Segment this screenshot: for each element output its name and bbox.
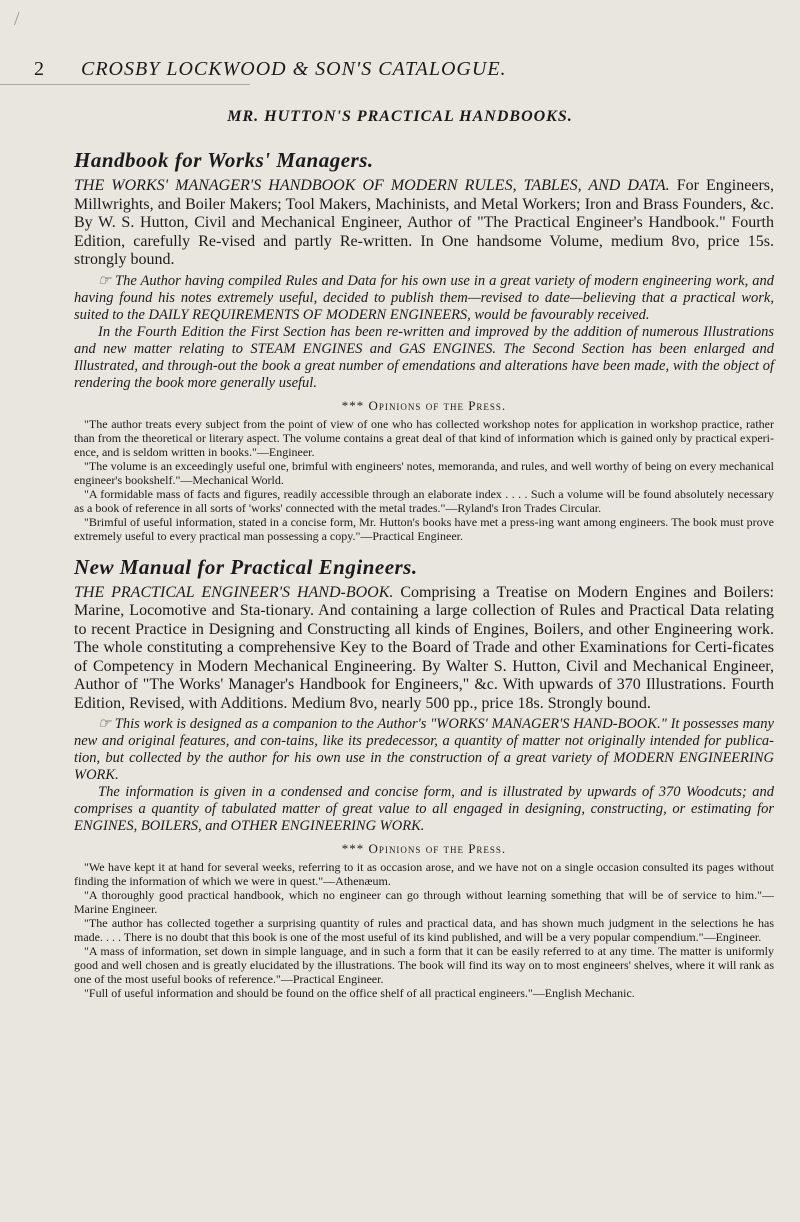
press-quote: "A formidable mass of facts and figures, readily accessible through an elaborate index . . . . Such a volume will be found absolutely necessary as a book of reference in all sorts of 'works' connected with the metal trades."—Ryland's Iron Trades Circular. <box>74 486 774 515</box>
pencil-mark: / <box>14 8 20 30</box>
note-paragraph: In the Fourth Edition the First Section has been re-written and improved by the addition of numerous Illustrations and new matter relating to STEAM ENGINES and GAS ENGINES. The Second Section has been enlarged and Illustrated, and through-out the book a great number of emendations and alterations have been made, with the object of rendering the book more generally useful. <box>74 323 774 391</box>
section-works-managers <box>74 148 774 543</box>
section-practical-engineers <box>74 555 774 1001</box>
press-quote: "The author treats every subject from the point of view of one who has collected workshop notes for application in workshop practice, rather than from the theoretical or literary aspect. The volume contains a great deal of that kind of information which is gained only by practical experi-ence, and is seldom written in books."—Engineer. <box>74 416 774 459</box>
header-rule <box>0 84 250 85</box>
page-number: 2 <box>34 58 45 80</box>
press-quote: "A mass of information, set down in simple language, and in such a form that it can be easily referred to at any time. The matter is uniformly good and well chosen and is greatly elucidated by the illustrations. The book will find its way on to most engineers' shelves, where it will rank as one of the most useful books of reference."—Practical Engineer. <box>74 944 774 986</box>
press-quote: "Full of useful information and should be found on the office shelf of all practical engineers."—English Mechanic. <box>84 986 635 1000</box>
section-heading: New Manual for Practical Engineers. <box>74 554 418 579</box>
opinions-heading: *** Opinions of the Press. <box>341 397 507 413</box>
book-entry <box>74 584 774 714</box>
series-title: MR. HUTTON'S PRACTICAL HANDBOOKS. <box>227 108 573 125</box>
header-title: CROSBY LOCKWOOD & SON'S CATALOGUE. <box>81 58 507 80</box>
press-quote: "The volume is an exceedingly useful one, brimful with engineers' notes, memoranda, and rules, and well worthy of being on every mechanical engineer's bookshelf."—Mechanical World. <box>74 458 774 487</box>
press-opinions <box>74 417 774 543</box>
press-quote: "The author has collected together a surprising quantity of rules and practical data, and has shown much judgment in the selections he has made. . . . There is no doubt that this book is one of the most useful of its kind published, and will be a very popular compendium."—Engineer. <box>74 916 774 944</box>
author-note <box>74 716 774 835</box>
book-title: THE PRACTICAL ENGINEER'S HAND-BOOK. <box>74 583 394 601</box>
press-opinions <box>74 860 774 1000</box>
book-description: For Engineers, Millwrights, and Boiler Makers; Tool Makers, Machinists, and Metal Workers; Iron and Brass Founders, &c. By W. S. Hutton, Civil and Mechanical Engineer, Author of "The Practical Engineer's Handbook." Fourth Edition, carefully Re-vised and partly Re-written. In One handsome Volume, medium 8vo, price 15s. strongly bound. <box>74 177 775 268</box>
author-note <box>74 273 774 392</box>
section-heading: Handbook for Works' Managers. <box>74 148 374 172</box>
note-paragraph: The information is given in a condensed and concise form, and is illustrated by upwards of 370 Woodcuts; and comprises a quantity of tabulated matter of great value to all engaged in designing, constructing, or estimating for ENGINES, BOILERS, and OTHER ENGINEERING WORK. <box>74 784 774 834</box>
running-header <box>34 58 774 81</box>
press-quote: "We have kept it at hand for several weeks, referring to it as occasion arose, and we have not on a single occasion consulted its pages without finding the information of which we were in quest."—Athenæum. <box>74 860 774 888</box>
note-paragraph: ☞ This work is designed as a companion to the Author's "WORKS' MANAGER'S HAND-BOOK." It possesses many new and original features, and con-tains, like its predecessor, a quantity of matter not originally intended for publica-tion, but collected by the author for his own use in the construction of a great variety of MODERN ENGINEERING WORK. <box>74 716 774 783</box>
note-paragraph: ☞ The Author having compiled Rules and Data for his own use in a great variety of modern engineering work, and having found his notes extremely useful, decided to publish them—revised to date—believing that a practical work, suited to the DAILY REQUIREMENTS OF MODERN ENGINEERS, would be favourably received. <box>74 272 774 323</box>
opinions-heading: *** Opinions of the Press. <box>341 841 507 856</box>
press-quote: "A thoroughly good practical handbook, which no engineer can go through without learning something that will be of service to him."—Marine Engineer. <box>74 888 774 916</box>
book-description: Comprising a Treatise on Modern Engines and Boilers: Marine, Locomotive and Sta-tionary. And containing a large collection of Rules and Practical Data relating to recent Practice in Designing and Constructing all kinds of Engines, Boilers, and other Engineering work. The whole constituting a comprehensive Key to the Board of Trade and other Examinations for Certi-ficates of Competency in Modern Mechanical Engineering. By Walter S. Hutton, Civil and Mechanical Engineer, Author of "The Works' Manager's Handbook for Engineers," &c. With upwards of 370 Illustrations. Fourth Edition, Revised, with Additions. Medium 8vo, nearly 500 pp., price 18s. Strongly bound. <box>74 583 774 712</box>
book-entry <box>74 177 774 270</box>
book-title: THE WORKS' MANAGER'S HANDBOOK OF MODERN RULES, TABLES, AND DATA. <box>74 177 670 194</box>
press-quote: "Brimful of useful information, stated in a concise form, Mr. Hutton's books have met a press-ing want among engineers. The book must prove extremely useful to every practical man possessing a copy."—Practical Engineer. <box>74 514 774 543</box>
main-content <box>74 148 774 1000</box>
